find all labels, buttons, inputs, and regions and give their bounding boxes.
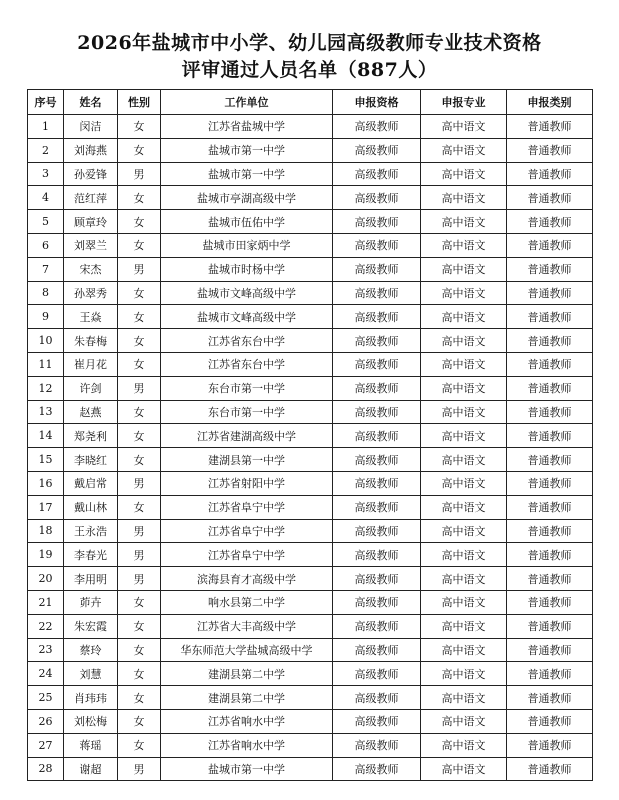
cell-qualification: 高级教师	[333, 424, 421, 448]
cell-category: 普通教师	[507, 400, 593, 424]
cell-workplace: 江苏省大丰高级中学	[161, 614, 333, 638]
cell-qualification: 高级教师	[333, 638, 421, 662]
document-title-line-1: 2026年盐城市中小学、幼儿园高级教师专业技术资格	[77, 32, 542, 54]
cell-name: 郑尧利	[64, 424, 118, 448]
table-row	[28, 471, 593, 495]
table-row	[28, 400, 593, 424]
cell-workplace: 东台市第一中学	[161, 376, 333, 400]
cell-workplace: 江苏省东台中学	[161, 352, 333, 376]
cell-subject: 高中语文	[421, 257, 507, 281]
cell-seq: 8	[28, 281, 64, 305]
table-row	[28, 686, 593, 710]
cell-seq: 10	[28, 329, 64, 353]
cell-category: 普通教师	[507, 162, 593, 186]
cell-category: 普通教师	[507, 519, 593, 543]
cell-workplace: 滨海县育才高级中学	[161, 567, 333, 591]
cell-name: 李用明	[64, 567, 118, 591]
cell-workplace: 盐城市文峰高级中学	[161, 281, 333, 305]
header-qualification: 申报资格	[333, 90, 421, 115]
table-row	[28, 305, 593, 329]
cell-subject: 高中语文	[421, 471, 507, 495]
cell-gender: 女	[118, 709, 161, 733]
cell-gender: 男	[118, 376, 161, 400]
cell-category: 普通教师	[507, 590, 593, 614]
table-row	[28, 662, 593, 686]
cell-workplace: 盐城市时杨中学	[161, 257, 333, 281]
cell-gender: 女	[118, 638, 161, 662]
cell-seq: 9	[28, 305, 64, 329]
cell-qualification: 高级教师	[333, 733, 421, 757]
cell-name: 顾章玲	[64, 210, 118, 234]
cell-subject: 高中语文	[421, 495, 507, 519]
cell-category: 普通教师	[507, 448, 593, 472]
cell-workplace: 江苏省盐城中学	[161, 115, 333, 139]
cell-subject: 高中语文	[421, 614, 507, 638]
cell-workplace: 东台市第一中学	[161, 400, 333, 424]
cell-subject: 高中语文	[421, 709, 507, 733]
header-name: 姓名	[64, 90, 118, 115]
header-subject: 申报专业	[421, 90, 507, 115]
cell-seq: 4	[28, 186, 64, 210]
cell-category: 普通教师	[507, 424, 593, 448]
cell-workplace: 盐城市第一中学	[161, 162, 333, 186]
cell-gender: 女	[118, 329, 161, 353]
table-row	[28, 567, 593, 591]
table-row	[28, 519, 593, 543]
cell-name: 蔡玲	[64, 638, 118, 662]
table-row	[28, 733, 593, 757]
cell-seq: 2	[28, 138, 64, 162]
cell-gender: 女	[118, 305, 161, 329]
cell-subject: 高中语文	[421, 638, 507, 662]
cell-category: 普通教师	[507, 709, 593, 733]
cell-workplace: 江苏省射阳中学	[161, 471, 333, 495]
cell-subject: 高中语文	[421, 138, 507, 162]
table-row	[28, 638, 593, 662]
cell-gender: 女	[118, 686, 161, 710]
cell-category: 普通教师	[507, 281, 593, 305]
cell-category: 普通教师	[507, 662, 593, 686]
cell-workplace: 盐城市第一中学	[161, 757, 333, 781]
table-row	[28, 257, 593, 281]
cell-gender: 女	[118, 281, 161, 305]
cell-qualification: 高级教师	[333, 662, 421, 686]
table-row	[28, 115, 593, 139]
cell-seq: 25	[28, 686, 64, 710]
cell-subject: 高中语文	[421, 519, 507, 543]
cell-seq: 28	[28, 757, 64, 781]
cell-seq: 14	[28, 424, 64, 448]
cell-workplace: 盐城市伍佑中学	[161, 210, 333, 234]
table-row	[28, 614, 593, 638]
cell-name: 刘海燕	[64, 138, 118, 162]
cell-subject: 高中语文	[421, 329, 507, 353]
cell-seq: 19	[28, 543, 64, 567]
cell-workplace: 华东师范大学盐城高级中学	[161, 638, 333, 662]
cell-qualification: 高级教师	[333, 138, 421, 162]
cell-subject: 高中语文	[421, 186, 507, 210]
cell-qualification: 高级教师	[333, 115, 421, 139]
table-row	[28, 424, 593, 448]
cell-category: 普通教师	[507, 757, 593, 781]
table-header-row	[28, 90, 593, 115]
cell-name: 刘慧	[64, 662, 118, 686]
cell-category: 普通教师	[507, 495, 593, 519]
cell-gender: 男	[118, 567, 161, 591]
cell-workplace: 江苏省阜宁中学	[161, 543, 333, 567]
cell-gender: 女	[118, 495, 161, 519]
cell-seq: 17	[28, 495, 64, 519]
cell-name: 朱春梅	[64, 329, 118, 353]
cell-subject: 高中语文	[421, 757, 507, 781]
cell-gender: 女	[118, 448, 161, 472]
cell-workplace: 江苏省阜宁中学	[161, 519, 333, 543]
cell-seq: 15	[28, 448, 64, 472]
table-row	[28, 448, 593, 472]
cell-workplace: 江苏省响水中学	[161, 733, 333, 757]
cell-subject: 高中语文	[421, 448, 507, 472]
cell-seq: 26	[28, 709, 64, 733]
table-row	[28, 352, 593, 376]
cell-subject: 高中语文	[421, 567, 507, 591]
cell-subject: 高中语文	[421, 115, 507, 139]
cell-category: 普通教师	[507, 638, 593, 662]
cell-qualification: 高级教师	[333, 329, 421, 353]
cell-subject: 高中语文	[421, 281, 507, 305]
cell-workplace: 建湖县第一中学	[161, 448, 333, 472]
table-row	[28, 233, 593, 257]
cell-category: 普通教师	[507, 567, 593, 591]
header-gender: 性别	[118, 90, 161, 115]
cell-gender: 女	[118, 186, 161, 210]
cell-name: 肖玮玮	[64, 686, 118, 710]
cell-subject: 高中语文	[421, 662, 507, 686]
cell-qualification: 高级教师	[333, 233, 421, 257]
cell-name: 茆卉	[64, 590, 118, 614]
cell-name: 孙翠秀	[64, 281, 118, 305]
cell-subject: 高中语文	[421, 233, 507, 257]
table-row	[28, 186, 593, 210]
cell-qualification: 高级教师	[333, 210, 421, 234]
cell-subject: 高中语文	[421, 400, 507, 424]
cell-workplace: 盐城市田家炳中学	[161, 233, 333, 257]
table-row	[28, 162, 593, 186]
cell-name: 闵洁	[64, 115, 118, 139]
cell-gender: 女	[118, 614, 161, 638]
cell-category: 普通教师	[507, 352, 593, 376]
cell-name: 戴启常	[64, 471, 118, 495]
cell-seq: 16	[28, 471, 64, 495]
cell-gender: 男	[118, 471, 161, 495]
cell-name: 赵燕	[64, 400, 118, 424]
header-workplace: 工作单位	[161, 90, 333, 115]
cell-subject: 高中语文	[421, 376, 507, 400]
table-row	[28, 709, 593, 733]
cell-gender: 女	[118, 138, 161, 162]
cell-gender: 女	[118, 400, 161, 424]
cell-seq: 27	[28, 733, 64, 757]
header-category: 申报类别	[507, 90, 593, 115]
table-row	[28, 376, 593, 400]
cell-seq: 12	[28, 376, 64, 400]
cell-qualification: 高级教师	[333, 257, 421, 281]
cell-qualification: 高级教师	[333, 281, 421, 305]
cell-workplace: 建湖县第二中学	[161, 686, 333, 710]
cell-gender: 男	[118, 519, 161, 543]
cell-qualification: 高级教师	[333, 519, 421, 543]
cell-category: 普通教师	[507, 329, 593, 353]
cell-seq: 11	[28, 352, 64, 376]
cell-subject: 高中语文	[421, 352, 507, 376]
cell-qualification: 高级教师	[333, 186, 421, 210]
table-row	[28, 210, 593, 234]
cell-category: 普通教师	[507, 614, 593, 638]
cell-qualification: 高级教师	[333, 567, 421, 591]
cell-seq: 24	[28, 662, 64, 686]
cell-name: 刘松梅	[64, 709, 118, 733]
cell-qualification: 高级教师	[333, 400, 421, 424]
cell-subject: 高中语文	[421, 543, 507, 567]
cell-qualification: 高级教师	[333, 305, 421, 329]
cell-gender: 女	[118, 733, 161, 757]
cell-gender: 女	[118, 590, 161, 614]
cell-name: 谢超	[64, 757, 118, 781]
cell-workplace: 江苏省东台中学	[161, 329, 333, 353]
roster-table	[27, 89, 593, 781]
cell-workplace: 盐城市亭湖高级中学	[161, 186, 333, 210]
cell-gender: 男	[118, 162, 161, 186]
table-row	[28, 495, 593, 519]
cell-seq: 5	[28, 210, 64, 234]
cell-name: 蒋瑶	[64, 733, 118, 757]
cell-workplace: 江苏省建湖高级中学	[161, 424, 333, 448]
cell-seq: 3	[28, 162, 64, 186]
cell-seq: 18	[28, 519, 64, 543]
cell-subject: 高中语文	[421, 686, 507, 710]
cell-workplace: 盐城市第一中学	[161, 138, 333, 162]
cell-subject: 高中语文	[421, 424, 507, 448]
cell-qualification: 高级教师	[333, 448, 421, 472]
cell-qualification: 高级教师	[333, 495, 421, 519]
cell-category: 普通教师	[507, 210, 593, 234]
table-row	[28, 757, 593, 781]
cell-category: 普通教师	[507, 305, 593, 329]
cell-qualification: 高级教师	[333, 590, 421, 614]
cell-workplace: 盐城市文峰高级中学	[161, 305, 333, 329]
cell-category: 普通教师	[507, 115, 593, 139]
table-row	[28, 281, 593, 305]
header-seq: 序号	[28, 90, 64, 115]
cell-category: 普通教师	[507, 733, 593, 757]
cell-subject: 高中语文	[421, 210, 507, 234]
cell-category: 普通教师	[507, 138, 593, 162]
cell-name: 李春光	[64, 543, 118, 567]
cell-category: 普通教师	[507, 186, 593, 210]
table-row	[28, 543, 593, 567]
cell-qualification: 高级教师	[333, 614, 421, 638]
cell-gender: 男	[118, 543, 161, 567]
cell-workplace: 江苏省阜宁中学	[161, 495, 333, 519]
cell-qualification: 高级教师	[333, 376, 421, 400]
cell-gender: 女	[118, 233, 161, 257]
cell-qualification: 高级教师	[333, 757, 421, 781]
cell-seq: 6	[28, 233, 64, 257]
cell-category: 普通教师	[507, 686, 593, 710]
cell-subject: 高中语文	[421, 590, 507, 614]
cell-category: 普通教师	[507, 543, 593, 567]
cell-category: 普通教师	[507, 471, 593, 495]
cell-gender: 女	[118, 352, 161, 376]
cell-qualification: 高级教师	[333, 686, 421, 710]
cell-workplace: 响水县第二中学	[161, 590, 333, 614]
cell-gender: 男	[118, 757, 161, 781]
cell-workplace: 建湖县第二中学	[161, 662, 333, 686]
document-title-line-2: 评审通过人员名单（887人）	[181, 59, 438, 81]
cell-category: 普通教师	[507, 376, 593, 400]
cell-workplace: 江苏省响水中学	[161, 709, 333, 733]
cell-name: 戴山林	[64, 495, 118, 519]
table-row	[28, 590, 593, 614]
cell-qualification: 高级教师	[333, 352, 421, 376]
cell-qualification: 高级教师	[333, 162, 421, 186]
cell-subject: 高中语文	[421, 162, 507, 186]
table-body	[28, 115, 593, 781]
cell-category: 普通教师	[507, 233, 593, 257]
cell-name: 宋杰	[64, 257, 118, 281]
cell-qualification: 高级教师	[333, 709, 421, 733]
cell-qualification: 高级教师	[333, 471, 421, 495]
cell-seq: 1	[28, 115, 64, 139]
cell-category: 普通教师	[507, 257, 593, 281]
cell-seq: 13	[28, 400, 64, 424]
cell-name: 孙爱锋	[64, 162, 118, 186]
cell-seq: 20	[28, 567, 64, 591]
cell-name: 朱宏霞	[64, 614, 118, 638]
cell-name: 许剑	[64, 376, 118, 400]
cell-name: 范红萍	[64, 186, 118, 210]
cell-gender: 女	[118, 424, 161, 448]
cell-gender: 女	[118, 115, 161, 139]
cell-seq: 22	[28, 614, 64, 638]
cell-gender: 女	[118, 210, 161, 234]
cell-name: 刘翠兰	[64, 233, 118, 257]
cell-qualification: 高级教师	[333, 543, 421, 567]
cell-name: 李晓红	[64, 448, 118, 472]
cell-subject: 高中语文	[421, 733, 507, 757]
table-row	[28, 138, 593, 162]
cell-name: 崔月花	[64, 352, 118, 376]
table-row	[28, 329, 593, 353]
cell-name: 王永浩	[64, 519, 118, 543]
cell-gender: 女	[118, 662, 161, 686]
cell-seq: 7	[28, 257, 64, 281]
cell-seq: 21	[28, 590, 64, 614]
cell-subject: 高中语文	[421, 305, 507, 329]
cell-name: 王焱	[64, 305, 118, 329]
cell-seq: 23	[28, 638, 64, 662]
cell-gender: 男	[118, 257, 161, 281]
